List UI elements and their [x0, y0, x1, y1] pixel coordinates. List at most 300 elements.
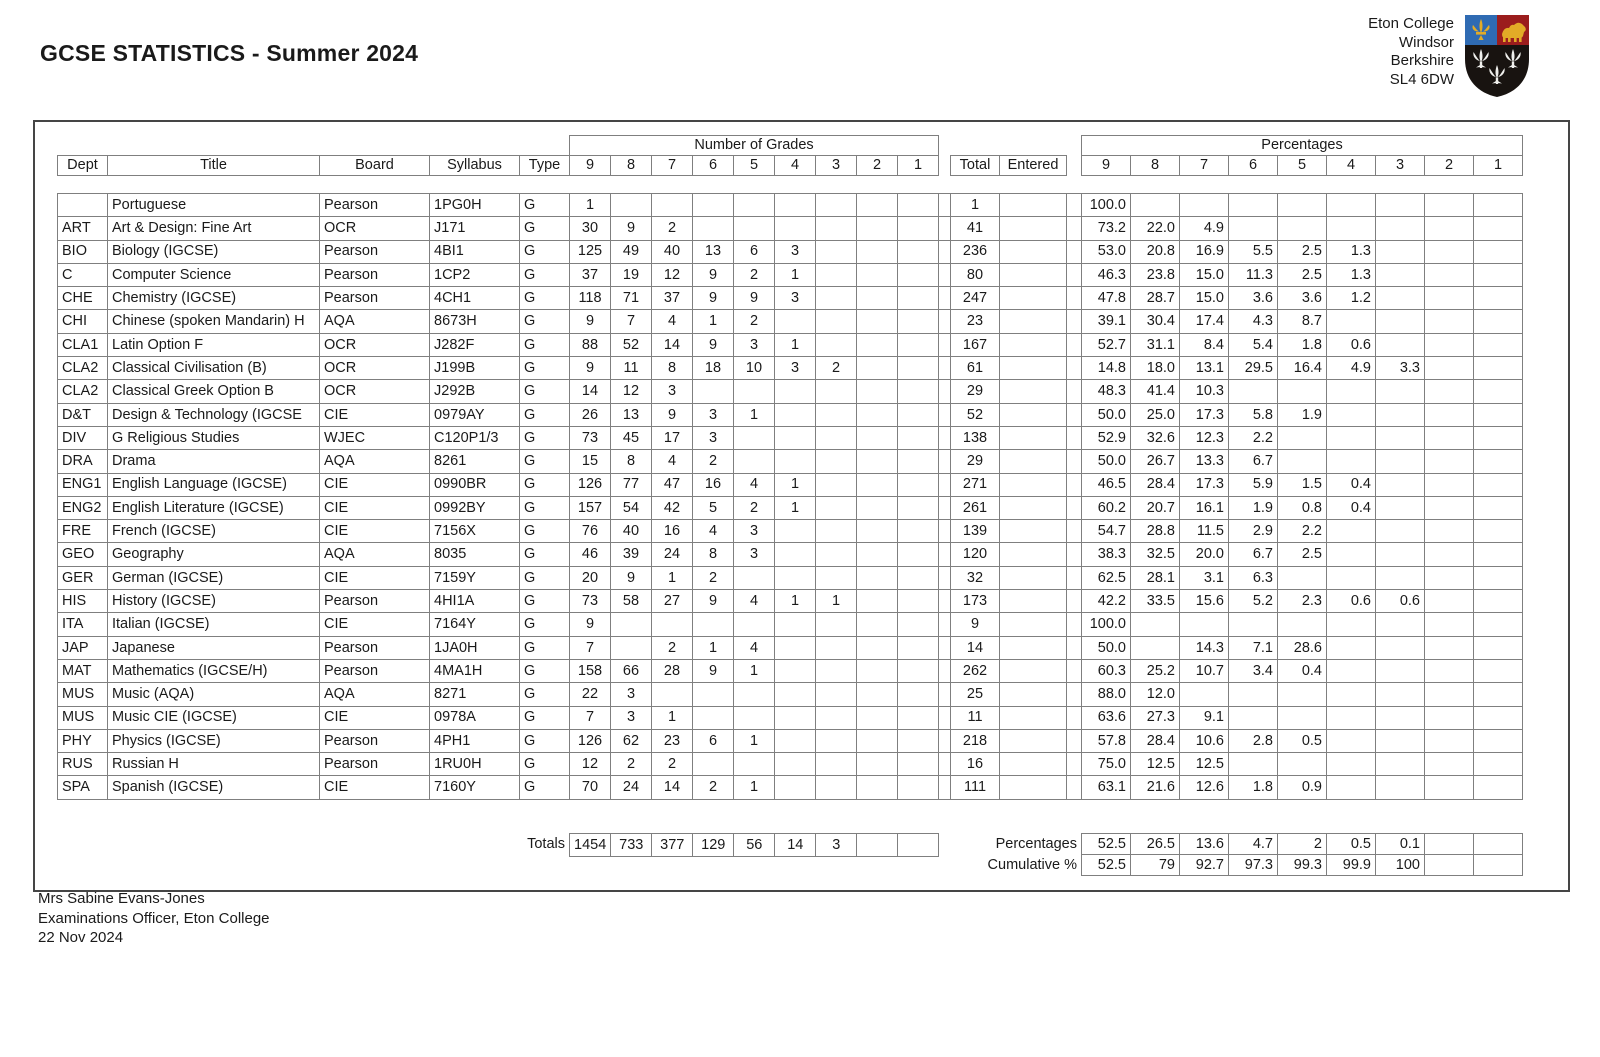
pct-cell: [1425, 590, 1474, 613]
header-grade-6: 6: [693, 156, 734, 176]
entered-cell: [1000, 706, 1067, 729]
grade-cell: [898, 217, 939, 240]
pct-cell: 22.0: [1131, 217, 1180, 240]
grade-cell: [775, 217, 816, 240]
grade-cell: [898, 776, 939, 799]
grade-cell: [898, 357, 939, 380]
gap-cell: [939, 543, 951, 566]
gap-cell: [939, 590, 951, 613]
pct-cell: [1327, 520, 1376, 543]
grade-cell: [816, 776, 857, 799]
total-cell: 52: [951, 403, 1000, 426]
type-cell: G: [520, 217, 570, 240]
gap-cell: [1067, 426, 1082, 449]
grade-cell: [898, 240, 939, 263]
board-cell: CIE: [320, 473, 430, 496]
grade-cell: [898, 613, 939, 636]
gap-cell: [1067, 473, 1082, 496]
pct-cell: 12.5: [1131, 753, 1180, 776]
pct-cell: 52.7: [1082, 333, 1131, 356]
pct-cell: 2.2: [1229, 426, 1278, 449]
pct-cell: [1376, 403, 1425, 426]
grade-cell: [816, 636, 857, 659]
pct-cell: [1376, 566, 1425, 589]
syllabus-cell: 4PH1: [430, 729, 520, 752]
pct-cell: [1425, 473, 1474, 496]
pct-cell: 12.0: [1131, 683, 1180, 706]
grade-cell: 1: [775, 473, 816, 496]
header-pct-9: 9: [1082, 156, 1131, 176]
gap-cell: [939, 287, 951, 310]
syllabus-cell: J292B: [430, 380, 520, 403]
grade-cell: 9: [611, 566, 652, 589]
grade-cell: 12: [570, 753, 611, 776]
table-row: [58, 566, 1523, 589]
table-row: [58, 753, 1523, 776]
grade-cell: [816, 706, 857, 729]
pct-cell: [1474, 753, 1523, 776]
grade-cell: 157: [570, 496, 611, 519]
title-cell: Russian H: [108, 753, 320, 776]
type-cell: G: [520, 776, 570, 799]
grade-cell: [857, 450, 898, 473]
grade-cell: [652, 613, 693, 636]
grade-cell: 9: [734, 287, 775, 310]
grade-cell: [775, 310, 816, 333]
dept-cell: [58, 194, 108, 217]
board-cell: AQA: [320, 683, 430, 706]
pct-cell: 2.9: [1229, 520, 1278, 543]
grade-cell: [693, 194, 734, 217]
grade-cell: 1: [693, 636, 734, 659]
grade-cell: [775, 706, 816, 729]
total-cell: 218: [951, 729, 1000, 752]
grade-cell: 20: [570, 566, 611, 589]
pct-cell: 63.1: [1082, 776, 1131, 799]
grade-cell: 2: [652, 217, 693, 240]
grade-cell: 73: [570, 426, 611, 449]
type-cell: G: [520, 357, 570, 380]
syllabus-cell: 1CP2: [430, 263, 520, 286]
grade-cell: [898, 333, 939, 356]
summary-cum-cell: 92.7: [1180, 855, 1229, 876]
pct-cell: 0.4: [1278, 659, 1327, 682]
gap-cell: [939, 520, 951, 543]
type-cell: G: [520, 659, 570, 682]
pct-cell: 6.7: [1229, 543, 1278, 566]
grade-cell: [693, 217, 734, 240]
pct-cell: [1376, 753, 1425, 776]
pct-cell: [1376, 706, 1425, 729]
summary-pct-cell: 0.1: [1376, 834, 1425, 855]
pct-cell: 8.4: [1180, 333, 1229, 356]
pct-cell: 23.8: [1131, 263, 1180, 286]
header-pct-6: 6: [1229, 156, 1278, 176]
grade-cell: 9: [570, 613, 611, 636]
grade-cell: [857, 613, 898, 636]
pct-cell: 15.0: [1180, 287, 1229, 310]
gap-cell: [1067, 659, 1082, 682]
dept-cell: D&T: [58, 403, 108, 426]
type-cell: G: [520, 636, 570, 659]
gap-cell: [1067, 776, 1082, 799]
grade-cell: 9: [693, 333, 734, 356]
grade-cell: 1: [693, 310, 734, 333]
total-cell: 61: [951, 357, 1000, 380]
pct-cell: 0.4: [1327, 473, 1376, 496]
type-cell: G: [520, 450, 570, 473]
gap-cell: [939, 156, 951, 176]
grade-cell: [734, 194, 775, 217]
title-cell: Japanese: [108, 636, 320, 659]
grade-cell: 46: [570, 543, 611, 566]
grade-cell: [857, 240, 898, 263]
pct-cell: 3.6: [1229, 287, 1278, 310]
grade-cell: [734, 566, 775, 589]
dept-cell: MAT: [58, 659, 108, 682]
type-cell: G: [520, 753, 570, 776]
total-cell: 120: [951, 543, 1000, 566]
syllabus-cell: 0978A: [430, 706, 520, 729]
pct-cell: 33.5: [1131, 590, 1180, 613]
grade-cell: 2: [734, 263, 775, 286]
pct-cell: 11.3: [1229, 263, 1278, 286]
pct-cell: [1474, 473, 1523, 496]
total-cell: 11: [951, 706, 1000, 729]
pct-cell: [1474, 566, 1523, 589]
grade-cell: [857, 683, 898, 706]
grade-cell: [898, 426, 939, 449]
pct-cell: 50.0: [1082, 403, 1131, 426]
table-row: [58, 683, 1523, 706]
type-cell: G: [520, 310, 570, 333]
pct-cell: 31.1: [1131, 333, 1180, 356]
pct-cell: [1376, 496, 1425, 519]
gap-cell: [1067, 403, 1082, 426]
pct-cell: [1327, 636, 1376, 659]
entered-cell: [1000, 287, 1067, 310]
grade-cell: [857, 357, 898, 380]
grade-cell: [775, 403, 816, 426]
pct-cell: [1425, 729, 1474, 752]
total-cell: 80: [951, 263, 1000, 286]
pct-cell: 12.3: [1180, 426, 1229, 449]
pct-cell: 28.8: [1131, 520, 1180, 543]
grade-cell: 3: [693, 426, 734, 449]
totals-cell: 1454: [570, 834, 611, 857]
pct-cell: [1327, 729, 1376, 752]
header-syllabus: Syllabus: [430, 156, 520, 176]
footer-signature: [38, 889, 270, 948]
header-grade-1: 1: [898, 156, 939, 176]
pct-cell: [1474, 217, 1523, 240]
syllabus-cell: 1PG0H: [430, 194, 520, 217]
board-cell: Pearson: [320, 590, 430, 613]
table-row: [58, 729, 1523, 752]
entered-cell: [1000, 753, 1067, 776]
grade-cell: 49: [611, 240, 652, 263]
pct-cell: [1474, 543, 1523, 566]
pct-cell: 0.6: [1376, 590, 1425, 613]
board-cell: Pearson: [320, 753, 430, 776]
pct-cell: [1376, 333, 1425, 356]
pct-cell: [1425, 566, 1474, 589]
pct-cell: 50.0: [1082, 450, 1131, 473]
grade-cell: 37: [570, 263, 611, 286]
board-cell: CIE: [320, 613, 430, 636]
grade-cell: 118: [570, 287, 611, 310]
grade-cell: 14: [570, 380, 611, 403]
pct-cell: [1376, 310, 1425, 333]
grade-cell: [693, 683, 734, 706]
grade-cell: [734, 683, 775, 706]
grade-cell: 1: [734, 729, 775, 752]
grade-cell: 18: [693, 357, 734, 380]
grade-cell: 9: [611, 217, 652, 240]
pct-cell: 1.9: [1229, 496, 1278, 519]
type-cell: G: [520, 543, 570, 566]
grade-cell: 1: [570, 194, 611, 217]
title-cell: Chemistry (IGCSE): [108, 287, 320, 310]
grade-cell: 1: [734, 403, 775, 426]
pct-cell: [1425, 706, 1474, 729]
grade-cell: 1: [775, 496, 816, 519]
gap-cell: [939, 263, 951, 286]
grade-cell: 58: [611, 590, 652, 613]
grade-cell: [898, 520, 939, 543]
gap-cell: [1067, 333, 1082, 356]
pct-cell: [1229, 194, 1278, 217]
pct-cell: 28.4: [1131, 473, 1180, 496]
gap-cell: [1067, 357, 1082, 380]
pct-cell: 10.3: [1180, 380, 1229, 403]
grade-cell: [857, 566, 898, 589]
gap-cell: [1067, 613, 1082, 636]
dept-cell: CLA2: [58, 357, 108, 380]
board-cell: Pearson: [320, 263, 430, 286]
gap-cell: [1067, 729, 1082, 752]
total-cell: 25: [951, 683, 1000, 706]
syllabus-cell: J282F: [430, 333, 520, 356]
grade-cell: [816, 753, 857, 776]
group-header-row: [58, 136, 1523, 156]
header-pct-2: 2: [1425, 156, 1474, 176]
gap-cell: [1067, 543, 1082, 566]
header-grade-5: 5: [734, 156, 775, 176]
grade-cell: [611, 194, 652, 217]
pct-cell: 48.3: [1082, 380, 1131, 403]
grade-cell: 19: [611, 263, 652, 286]
gap-cell: [1067, 310, 1082, 333]
syllabus-cell: 7160Y: [430, 776, 520, 799]
pct-cell: [1425, 520, 1474, 543]
pct-cell: 54.7: [1082, 520, 1131, 543]
dept-cell: MUS: [58, 683, 108, 706]
total-cell: 247: [951, 287, 1000, 310]
pct-cell: [1425, 543, 1474, 566]
pct-cell: [1474, 659, 1523, 682]
grade-cell: 9: [693, 659, 734, 682]
pct-cell: [1425, 194, 1474, 217]
gap-cell: [1067, 683, 1082, 706]
pct-cell: 28.4: [1131, 729, 1180, 752]
summary-cum-cell: 100: [1376, 855, 1425, 876]
pct-cell: 100.0: [1082, 194, 1131, 217]
summary-cum-cell: 97.3: [1229, 855, 1278, 876]
grade-cell: [775, 753, 816, 776]
dept-cell: ITA: [58, 613, 108, 636]
grade-cell: 1: [775, 590, 816, 613]
title-cell: G Religious Studies: [108, 426, 320, 449]
grade-cell: [857, 520, 898, 543]
grade-cell: 22: [570, 683, 611, 706]
pct-cell: 32.5: [1131, 543, 1180, 566]
pct-cell: 20.0: [1180, 543, 1229, 566]
pct-cell: [1376, 263, 1425, 286]
table-row: [58, 287, 1523, 310]
header-grade-2: 2: [857, 156, 898, 176]
title-cell: French (IGCSE): [108, 520, 320, 543]
title-cell: Classical Civilisation (B): [108, 357, 320, 380]
syllabus-cell: 8271: [430, 683, 520, 706]
pct-cell: [1474, 403, 1523, 426]
pct-cell: [1474, 263, 1523, 286]
pct-cell: 41.4: [1131, 380, 1180, 403]
pct-cell: [1425, 636, 1474, 659]
grade-cell: 4: [652, 450, 693, 473]
totals-cell: 3: [816, 834, 857, 857]
grade-cell: 7: [570, 636, 611, 659]
grade-cell: [857, 753, 898, 776]
grade-cell: [734, 613, 775, 636]
pct-cell: 4.9: [1180, 217, 1229, 240]
grade-cell: [816, 683, 857, 706]
type-cell: G: [520, 380, 570, 403]
pct-cell: 5.5: [1229, 240, 1278, 263]
pct-cell: [1425, 240, 1474, 263]
grade-cell: 14: [652, 776, 693, 799]
type-cell: G: [520, 706, 570, 729]
pct-cell: 30.4: [1131, 310, 1180, 333]
spacer-cell: [939, 136, 1082, 156]
grade-cell: [775, 613, 816, 636]
pct-cell: 52.9: [1082, 426, 1131, 449]
grade-cell: [775, 636, 816, 659]
pct-cell: [1425, 659, 1474, 682]
pct-cell: [1474, 520, 1523, 543]
totals-cell: 733: [611, 834, 652, 857]
grade-cell: 13: [611, 403, 652, 426]
grade-cell: 3: [693, 403, 734, 426]
pct-cell: [1327, 566, 1376, 589]
grade-cell: [816, 496, 857, 519]
grade-cell: [734, 217, 775, 240]
pct-cell: 28.6: [1278, 636, 1327, 659]
spacer-cell: [58, 176, 1523, 194]
grade-cell: 3: [775, 287, 816, 310]
grade-cell: [775, 659, 816, 682]
grade-cell: [898, 496, 939, 519]
summary-cum-cell: 99.9: [1327, 855, 1376, 876]
dept-cell: DRA: [58, 450, 108, 473]
board-cell: Pearson: [320, 636, 430, 659]
gap-cell: [1067, 156, 1082, 176]
grade-cell: [857, 333, 898, 356]
table-row: [58, 333, 1523, 356]
entered-cell: [1000, 683, 1067, 706]
title-cell: Classical Greek Option B: [108, 380, 320, 403]
pct-cell: 50.0: [1082, 636, 1131, 659]
pct-cell: 17.3: [1180, 403, 1229, 426]
pct-cell: [1327, 776, 1376, 799]
grade-cell: 126: [570, 729, 611, 752]
pct-cell: 73.2: [1082, 217, 1131, 240]
grade-cell: 24: [611, 776, 652, 799]
entered-cell: [1000, 590, 1067, 613]
entered-cell: [1000, 333, 1067, 356]
summary-pct-cell: 13.6: [1180, 834, 1229, 855]
pct-cell: 2.5: [1278, 263, 1327, 286]
dept-cell: SPA: [58, 776, 108, 799]
grade-cell: 14: [652, 333, 693, 356]
type-cell: G: [520, 520, 570, 543]
table-row: [58, 217, 1523, 240]
pct-cell: 8.7: [1278, 310, 1327, 333]
summary-pct-cell: 52.5: [1082, 834, 1131, 855]
grade-cell: 2: [734, 496, 775, 519]
grade-cell: 3: [611, 706, 652, 729]
grade-cell: 12: [652, 263, 693, 286]
grade-cell: 71: [611, 287, 652, 310]
syllabus-cell: C120P1/3: [430, 426, 520, 449]
gap-cell: [939, 240, 951, 263]
total-cell: 23: [951, 310, 1000, 333]
pct-cell: [1376, 683, 1425, 706]
board-cell: AQA: [320, 543, 430, 566]
grade-cell: 9: [693, 590, 734, 613]
pct-cell: [1376, 729, 1425, 752]
header-grade-4: 4: [775, 156, 816, 176]
summary-percentages-label: Percentages: [995, 836, 1077, 852]
dept-cell: BIO: [58, 240, 108, 263]
gap-cell: [939, 357, 951, 380]
pct-cell: 13.3: [1180, 450, 1229, 473]
pct-cell: [1474, 426, 1523, 449]
table-row: [58, 263, 1523, 286]
total-cell: 236: [951, 240, 1000, 263]
type-cell: G: [520, 263, 570, 286]
total-cell: 262: [951, 659, 1000, 682]
pct-cell: [1278, 426, 1327, 449]
grade-cell: 6: [693, 729, 734, 752]
grade-cell: 40: [611, 520, 652, 543]
pct-cell: [1474, 590, 1523, 613]
title-cell: Biology (IGCSE): [108, 240, 320, 263]
grade-cell: [775, 729, 816, 752]
pct-cell: [1425, 613, 1474, 636]
pct-cell: 15.0: [1180, 263, 1229, 286]
grade-cell: 2: [652, 636, 693, 659]
pct-cell: 5.4: [1229, 333, 1278, 356]
syllabus-cell: 0990BR: [430, 473, 520, 496]
summary-percentages-row: [1082, 834, 1523, 855]
grade-cell: [611, 613, 652, 636]
header-entered: Entered: [1000, 156, 1067, 176]
entered-cell: [1000, 194, 1067, 217]
pct-cell: 1.9: [1278, 403, 1327, 426]
pct-cell: 25.0: [1131, 403, 1180, 426]
table-row: [58, 426, 1523, 449]
